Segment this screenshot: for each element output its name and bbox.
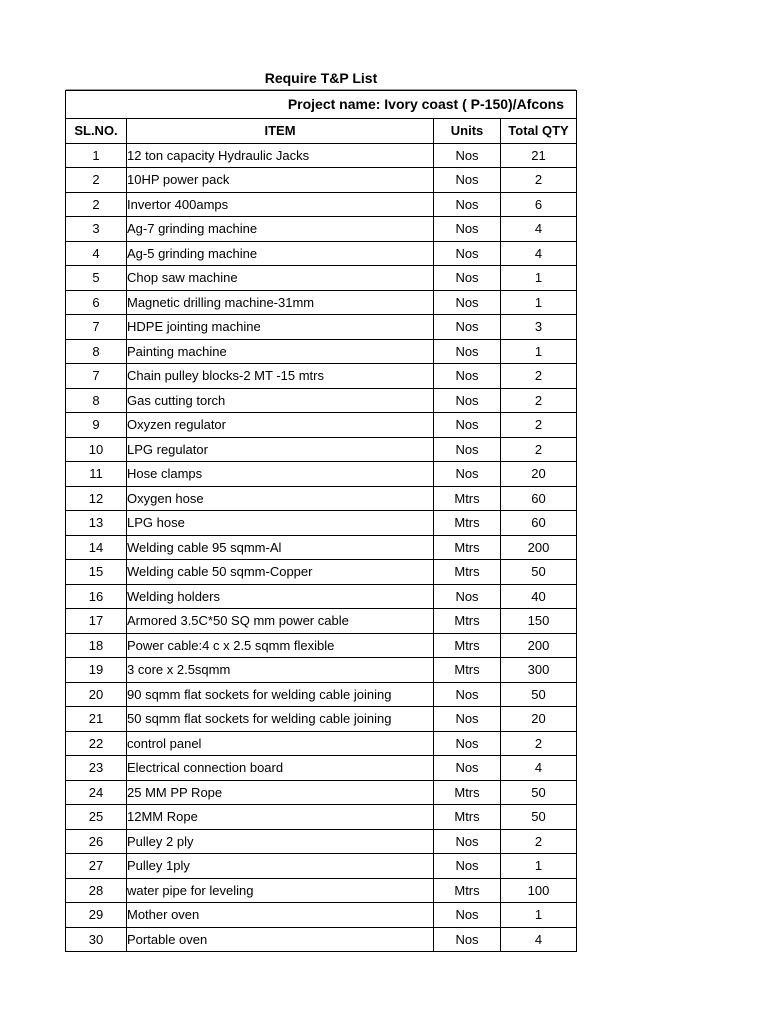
- cell-units: Nos: [434, 413, 501, 438]
- cell-qty: 50: [501, 682, 577, 707]
- table-row: [66, 217, 577, 242]
- cell-item: Power cable:4 c x 2.5 sqmm flexible: [127, 633, 434, 658]
- cell-item: Welding cable 50 sqmm-Copper: [127, 560, 434, 585]
- cell-qty: 21: [501, 143, 577, 168]
- table-row: [66, 633, 577, 658]
- cell-slno: 22: [66, 731, 127, 756]
- table-row: [66, 707, 577, 732]
- cell-units: Nos: [434, 388, 501, 413]
- cell-item: Pulley 1ply: [127, 854, 434, 879]
- cell-qty: 60: [501, 486, 577, 511]
- cell-slno: 19: [66, 658, 127, 683]
- cell-units: Nos: [434, 266, 501, 291]
- cell-qty: 2: [501, 168, 577, 193]
- table-row: [66, 413, 577, 438]
- cell-slno: 15: [66, 560, 127, 585]
- table-row: [66, 878, 577, 903]
- cell-units: Nos: [434, 192, 501, 217]
- cell-units: Nos: [434, 927, 501, 952]
- cell-slno: 23: [66, 756, 127, 781]
- cell-item: Magnetic drilling machine-31mm: [127, 290, 434, 315]
- cell-units: Nos: [434, 339, 501, 364]
- table-row: [66, 290, 577, 315]
- cell-units: Mtrs: [434, 560, 501, 585]
- cell-item: Welding cable 95 sqmm-Al: [127, 535, 434, 560]
- cell-item: 90 sqmm flat sockets for welding cable joining: [127, 682, 434, 707]
- cell-item: Electrical connection board: [127, 756, 434, 781]
- cell-units: Nos: [434, 241, 501, 266]
- cell-qty: 60: [501, 511, 577, 536]
- cell-units: Nos: [434, 584, 501, 609]
- cell-slno: 4: [66, 241, 127, 266]
- cell-slno: 1: [66, 143, 127, 168]
- table-row: [66, 682, 577, 707]
- cell-units: Nos: [434, 854, 501, 879]
- cell-qty: 4: [501, 927, 577, 952]
- cell-slno: 10: [66, 437, 127, 462]
- header-row: [66, 119, 577, 144]
- cell-slno: 6: [66, 290, 127, 315]
- table-row: [66, 658, 577, 683]
- project-name: Project name: Ivory coast ( P-150)/Afcons: [66, 91, 577, 119]
- cell-units: Nos: [434, 315, 501, 340]
- cell-units: Mtrs: [434, 805, 501, 830]
- table-row: [66, 584, 577, 609]
- cell-slno: 9: [66, 413, 127, 438]
- cell-item: Ag-7 grinding machine: [127, 217, 434, 242]
- cell-item: 3 core x 2.5sqmm: [127, 658, 434, 683]
- cell-slno: 26: [66, 829, 127, 854]
- cell-slno: 13: [66, 511, 127, 536]
- cell-slno: 3: [66, 217, 127, 242]
- cell-slno: 21: [66, 707, 127, 732]
- table-row: [66, 805, 577, 830]
- tp-list-table: [65, 90, 577, 952]
- table-row: [66, 241, 577, 266]
- table-row: [66, 731, 577, 756]
- cell-item: LPG hose: [127, 511, 434, 536]
- sheet-title: Require T&P List: [264, 70, 378, 86]
- cell-item: Oxygen hose: [127, 486, 434, 511]
- cell-slno: 25: [66, 805, 127, 830]
- cell-units: Nos: [434, 682, 501, 707]
- cell-slno: 30: [66, 927, 127, 952]
- table-row: [66, 903, 577, 928]
- cell-qty: 6: [501, 192, 577, 217]
- cell-qty: 1: [501, 854, 577, 879]
- cell-units: Nos: [434, 168, 501, 193]
- cell-qty: 40: [501, 584, 577, 609]
- cell-slno: 27: [66, 854, 127, 879]
- cell-item: water pipe for leveling: [127, 878, 434, 903]
- table-row: [66, 388, 577, 413]
- cell-slno: 5: [66, 266, 127, 291]
- cell-qty: 1: [501, 903, 577, 928]
- cell-qty: 4: [501, 217, 577, 242]
- cell-qty: 300: [501, 658, 577, 683]
- cell-item: 25 MM PP Rope: [127, 780, 434, 805]
- cell-item: 50 sqmm flat sockets for welding cable joining: [127, 707, 434, 732]
- cell-slno: 11: [66, 462, 127, 487]
- table-row: [66, 780, 577, 805]
- table-row: [66, 609, 577, 634]
- cell-item: 10HP power pack: [127, 168, 434, 193]
- cell-qty: 2: [501, 364, 577, 389]
- cell-item: Pulley 2 ply: [127, 829, 434, 854]
- cell-qty: 100: [501, 878, 577, 903]
- table-row: [66, 486, 577, 511]
- table-row: [66, 756, 577, 781]
- cell-units: Nos: [434, 364, 501, 389]
- cell-qty: 2: [501, 437, 577, 462]
- cell-qty: 20: [501, 707, 577, 732]
- cell-slno: 8: [66, 339, 127, 364]
- cell-qty: 4: [501, 756, 577, 781]
- cell-slno: 20: [66, 682, 127, 707]
- table-row: [66, 364, 577, 389]
- cell-slno: 8: [66, 388, 127, 413]
- cell-qty: 3: [501, 315, 577, 340]
- cell-units: Mtrs: [434, 511, 501, 536]
- cell-qty: 1: [501, 339, 577, 364]
- table-row: [66, 192, 577, 217]
- project-row: [66, 91, 577, 119]
- cell-qty: 2: [501, 829, 577, 854]
- cell-item: HDPE jointing machine: [127, 315, 434, 340]
- cell-units: Nos: [434, 462, 501, 487]
- cell-item: Invertor 400amps: [127, 192, 434, 217]
- cell-qty: 200: [501, 535, 577, 560]
- table-row: [66, 339, 577, 364]
- cell-units: Mtrs: [434, 878, 501, 903]
- cell-units: Nos: [434, 437, 501, 462]
- cell-units: Mtrs: [434, 535, 501, 560]
- cell-slno: 14: [66, 535, 127, 560]
- table-row: [66, 168, 577, 193]
- table-row: [66, 535, 577, 560]
- cell-slno: 16: [66, 584, 127, 609]
- cell-item: 12 ton capacity Hydraulic Jacks: [127, 143, 434, 168]
- cell-qty: 2: [501, 388, 577, 413]
- cell-item: Painting machine: [127, 339, 434, 364]
- cell-units: Nos: [434, 290, 501, 315]
- cell-units: Nos: [434, 829, 501, 854]
- header-item: ITEM: [127, 119, 434, 144]
- cell-item: control panel: [127, 731, 434, 756]
- cell-units: Mtrs: [434, 633, 501, 658]
- table-row: [66, 437, 577, 462]
- cell-qty: 50: [501, 780, 577, 805]
- cell-qty: 1: [501, 266, 577, 291]
- cell-item: Mother oven: [127, 903, 434, 928]
- cell-item: Portable oven: [127, 927, 434, 952]
- header-units: Units: [434, 119, 501, 144]
- cell-units: Nos: [434, 217, 501, 242]
- cell-units: Nos: [434, 903, 501, 928]
- cell-item: LPG regulator: [127, 437, 434, 462]
- cell-slno: 17: [66, 609, 127, 634]
- cell-slno: 2: [66, 192, 127, 217]
- cell-slno: 29: [66, 903, 127, 928]
- table-row: [66, 315, 577, 340]
- cell-item: Hose clamps: [127, 462, 434, 487]
- table-row: [66, 927, 577, 952]
- cell-slno: 12: [66, 486, 127, 511]
- cell-item: Ag-5 grinding machine: [127, 241, 434, 266]
- header-qty: Total QTY: [501, 119, 577, 144]
- table-row: [66, 511, 577, 536]
- cell-qty: 200: [501, 633, 577, 658]
- cell-units: Mtrs: [434, 780, 501, 805]
- cell-units: Mtrs: [434, 486, 501, 511]
- cell-item: 12MM Rope: [127, 805, 434, 830]
- cell-slno: 2: [66, 168, 127, 193]
- table-row: [66, 462, 577, 487]
- cell-item: Chain pulley blocks-2 MT -15 mtrs: [127, 364, 434, 389]
- cell-slno: 7: [66, 315, 127, 340]
- cell-qty: 150: [501, 609, 577, 634]
- cell-qty: 20: [501, 462, 577, 487]
- table-row: [66, 560, 577, 585]
- table-row: [66, 266, 577, 291]
- cell-slno: 28: [66, 878, 127, 903]
- table-row: [66, 854, 577, 879]
- cell-units: Mtrs: [434, 609, 501, 634]
- cell-units: Nos: [434, 731, 501, 756]
- cell-item: Gas cutting torch: [127, 388, 434, 413]
- cell-qty: 50: [501, 560, 577, 585]
- cell-qty: 2: [501, 413, 577, 438]
- cell-slno: 24: [66, 780, 127, 805]
- table-row: [66, 829, 577, 854]
- cell-qty: 50: [501, 805, 577, 830]
- cell-item: Oxyzen regulator: [127, 413, 434, 438]
- cell-item: Chop saw machine: [127, 266, 434, 291]
- table-row: [66, 143, 577, 168]
- cell-units: Nos: [434, 143, 501, 168]
- cell-qty: 1: [501, 290, 577, 315]
- cell-units: Nos: [434, 707, 501, 732]
- cell-units: Nos: [434, 756, 501, 781]
- cell-units: Mtrs: [434, 658, 501, 683]
- cell-slno: 18: [66, 633, 127, 658]
- cell-qty: 2: [501, 731, 577, 756]
- cell-item: Welding holders: [127, 584, 434, 609]
- header-slno: SL.NO.: [66, 119, 127, 144]
- cell-item: Armored 3.5C*50 SQ mm power cable: [127, 609, 434, 634]
- cell-slno: 7: [66, 364, 127, 389]
- cell-qty: 4: [501, 241, 577, 266]
